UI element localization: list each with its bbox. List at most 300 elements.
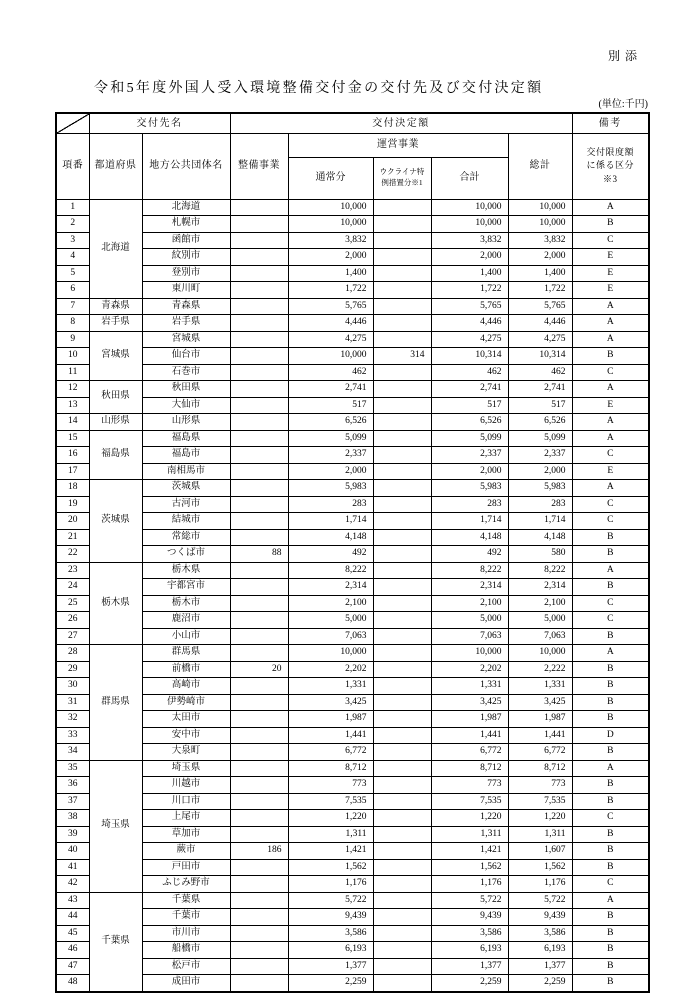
cell-ukraine-amount <box>373 645 431 662</box>
cell-subtotal: 5,983 <box>431 480 508 497</box>
cell-row-number: 36 <box>56 777 89 794</box>
cell-improvement-amount <box>230 480 288 497</box>
cell-classification: B <box>572 925 649 942</box>
cell-grand-total: 10,000 <box>508 216 572 233</box>
cell-subtotal: 4,148 <box>431 529 508 546</box>
cell-normal-amount: 2,202 <box>288 661 373 678</box>
cell-normal-amount: 1,562 <box>288 859 373 876</box>
cell-subtotal: 1,421 <box>431 843 508 860</box>
table-row <box>56 562 649 579</box>
cell-normal-amount: 517 <box>288 397 373 414</box>
cell-classification: E <box>572 249 649 266</box>
cell-municipality: 市川市 <box>142 925 230 942</box>
cell-improvement-amount <box>230 265 288 282</box>
cell-row-number: 22 <box>56 546 89 563</box>
cell-row-number: 28 <box>56 645 89 662</box>
cell-municipality: 前橋市 <box>142 661 230 678</box>
cell-ukraine-amount <box>373 232 431 249</box>
cell-classification: B <box>572 942 649 959</box>
cell-classification: B <box>572 859 649 876</box>
cell-ukraine-amount <box>373 381 431 398</box>
table-row <box>56 661 649 678</box>
grant-table <box>55 112 650 993</box>
cell-municipality: 石巻市 <box>142 364 230 381</box>
cell-subtotal: 6,772 <box>431 744 508 761</box>
cell-normal-amount: 6,193 <box>288 942 373 959</box>
cell-improvement-amount <box>230 430 288 447</box>
cell-ukraine-amount <box>373 496 431 513</box>
cell-ukraine-amount <box>373 265 431 282</box>
cell-municipality: 宮城県 <box>142 331 230 348</box>
cell-grand-total: 2,000 <box>508 249 572 266</box>
cell-ukraine-amount <box>373 892 431 909</box>
cell-grand-total: 517 <box>508 397 572 414</box>
table-row <box>56 942 649 959</box>
cell-prefecture: 千葉県 <box>89 892 142 992</box>
cell-classification: C <box>572 595 649 612</box>
cell-normal-amount: 5,000 <box>288 612 373 629</box>
cell-ukraine-amount <box>373 216 431 233</box>
cell-classification: A <box>572 562 649 579</box>
cell-improvement-amount <box>230 760 288 777</box>
cell-row-number: 23 <box>56 562 89 579</box>
cell-subtotal: 1,377 <box>431 958 508 975</box>
cell-normal-amount: 10,000 <box>288 645 373 662</box>
cell-grand-total: 10,000 <box>508 645 572 662</box>
cell-row-number: 24 <box>56 579 89 596</box>
cell-municipality: 上尾市 <box>142 810 230 827</box>
cell-grand-total: 1,714 <box>508 513 572 530</box>
cell-normal-amount: 492 <box>288 546 373 563</box>
cell-classification: C <box>572 876 649 893</box>
table-row <box>56 760 649 777</box>
cell-improvement-amount <box>230 298 288 315</box>
cell-subtotal: 10,000 <box>431 645 508 662</box>
cell-classification: A <box>572 298 649 315</box>
cell-improvement-amount <box>230 249 288 266</box>
cell-row-number: 25 <box>56 595 89 612</box>
cell-municipality: 福島県 <box>142 430 230 447</box>
cell-classification: B <box>572 777 649 794</box>
cell-prefecture: 福島県 <box>89 430 142 480</box>
cell-improvement-amount <box>230 331 288 348</box>
cell-normal-amount: 1,331 <box>288 678 373 695</box>
cell-ukraine-amount <box>373 859 431 876</box>
cell-classification: B <box>572 793 649 810</box>
cell-improvement-amount <box>230 975 288 992</box>
cell-improvement-amount <box>230 711 288 728</box>
cell-municipality: 南相馬市 <box>142 463 230 480</box>
cell-normal-amount: 1,220 <box>288 810 373 827</box>
cell-improvement-amount <box>230 958 288 975</box>
cell-row-number: 12 <box>56 381 89 398</box>
cell-municipality: 千葉市 <box>142 909 230 926</box>
cell-ukraine-amount <box>373 414 431 431</box>
header-subtotal: 合計 <box>431 157 508 199</box>
cell-municipality: ふじみ野市 <box>142 876 230 893</box>
table-row <box>56 348 649 365</box>
cell-ukraine-amount <box>373 826 431 843</box>
cell-normal-amount: 2,337 <box>288 447 373 464</box>
cell-ukraine-amount <box>373 480 431 497</box>
cell-improvement-amount <box>230 892 288 909</box>
cell-municipality: 札幌市 <box>142 216 230 233</box>
table-row <box>56 777 649 794</box>
cell-grand-total: 1,441 <box>508 727 572 744</box>
cell-municipality: 山形県 <box>142 414 230 431</box>
cell-grand-total: 1,400 <box>508 265 572 282</box>
cell-ukraine-amount <box>373 810 431 827</box>
cell-prefecture: 宮城県 <box>89 331 142 381</box>
cell-municipality: 川越市 <box>142 777 230 794</box>
cell-improvement-amount <box>230 694 288 711</box>
cell-classification: B <box>572 744 649 761</box>
cell-ukraine-amount <box>373 942 431 959</box>
cell-normal-amount: 4,148 <box>288 529 373 546</box>
cell-classification: B <box>572 711 649 728</box>
cell-improvement-amount <box>230 348 288 365</box>
cell-subtotal: 1,220 <box>431 810 508 827</box>
table-row <box>56 232 649 249</box>
header-ukraine-special: ウクライナ特例措置分※1 <box>373 157 431 199</box>
cell-municipality: 川口市 <box>142 793 230 810</box>
cell-row-number: 20 <box>56 513 89 530</box>
cell-municipality: 栃木市 <box>142 595 230 612</box>
cell-normal-amount: 5,722 <box>288 892 373 909</box>
cell-normal-amount: 2,100 <box>288 595 373 612</box>
cell-grand-total: 2,000 <box>508 463 572 480</box>
table-row <box>56 447 649 464</box>
cell-subtotal: 2,202 <box>431 661 508 678</box>
cell-municipality: 紋別市 <box>142 249 230 266</box>
cell-municipality: 茨城県 <box>142 480 230 497</box>
cell-ukraine-amount <box>373 513 431 530</box>
cell-municipality: 東川町 <box>142 282 230 299</box>
cell-ukraine-amount <box>373 925 431 942</box>
cell-grand-total: 5,099 <box>508 430 572 447</box>
cell-municipality: 青森県 <box>142 298 230 315</box>
cell-row-number: 31 <box>56 694 89 711</box>
cell-ukraine-amount <box>373 694 431 711</box>
cell-classification: A <box>572 414 649 431</box>
cell-subtotal: 4,275 <box>431 331 508 348</box>
cell-municipality: 登別市 <box>142 265 230 282</box>
cell-prefecture: 栃木県 <box>89 562 142 645</box>
cell-classification: A <box>572 331 649 348</box>
table-row <box>56 463 649 480</box>
cell-improvement-amount <box>230 381 288 398</box>
cell-subtotal: 2,100 <box>431 595 508 612</box>
table-row <box>56 859 649 876</box>
cell-classification: B <box>572 661 649 678</box>
table-row <box>56 909 649 926</box>
cell-grand-total: 8,222 <box>508 562 572 579</box>
cell-municipality: つくば市 <box>142 546 230 563</box>
cell-classification: A <box>572 315 649 332</box>
cell-improvement-amount <box>230 282 288 299</box>
cell-improvement-amount <box>230 315 288 332</box>
cell-normal-amount: 1,441 <box>288 727 373 744</box>
cell-row-number: 41 <box>56 859 89 876</box>
cell-normal-amount: 2,741 <box>288 381 373 398</box>
cell-grand-total: 5,983 <box>508 480 572 497</box>
cell-subtotal: 5,000 <box>431 612 508 629</box>
cell-municipality: 草加市 <box>142 826 230 843</box>
cell-subtotal: 5,722 <box>431 892 508 909</box>
cell-normal-amount: 1,176 <box>288 876 373 893</box>
cell-classification: C <box>572 810 649 827</box>
cell-ukraine-amount <box>373 298 431 315</box>
cell-municipality: 北海道 <box>142 199 230 216</box>
cell-municipality: 埼玉県 <box>142 760 230 777</box>
cell-ukraine-amount <box>373 397 431 414</box>
cell-subtotal: 3,586 <box>431 925 508 942</box>
cell-classification: B <box>572 843 649 860</box>
table-row <box>56 711 649 728</box>
table-row <box>56 579 649 596</box>
cell-municipality: 結城市 <box>142 513 230 530</box>
header-remarks: 備考 <box>572 113 649 133</box>
cell-classification: E <box>572 397 649 414</box>
cell-subtotal: 10,314 <box>431 348 508 365</box>
cell-grand-total: 3,425 <box>508 694 572 711</box>
cell-grand-total: 1,176 <box>508 876 572 893</box>
cell-improvement-amount <box>230 595 288 612</box>
cell-classification: C <box>572 612 649 629</box>
cell-row-number: 14 <box>56 414 89 431</box>
cell-normal-amount: 1,987 <box>288 711 373 728</box>
cell-ukraine-amount <box>373 793 431 810</box>
cell-prefecture: 青森県 <box>89 298 142 315</box>
cell-normal-amount: 2,000 <box>288 249 373 266</box>
cell-prefecture: 群馬県 <box>89 645 142 761</box>
cell-municipality: 函館市 <box>142 232 230 249</box>
cell-normal-amount: 462 <box>288 364 373 381</box>
cell-row-number: 3 <box>56 232 89 249</box>
table-row <box>56 892 649 909</box>
cell-improvement-amount <box>230 612 288 629</box>
cell-subtotal: 1,311 <box>431 826 508 843</box>
cell-municipality: 伊勢崎市 <box>142 694 230 711</box>
attachment-label: 別添 <box>607 49 642 63</box>
table-row <box>56 480 649 497</box>
cell-subtotal: 2,000 <box>431 249 508 266</box>
cell-row-number: 16 <box>56 447 89 464</box>
cell-subtotal: 1,331 <box>431 678 508 695</box>
cell-row-number: 43 <box>56 892 89 909</box>
cell-row-number: 38 <box>56 810 89 827</box>
cell-grand-total: 5,765 <box>508 298 572 315</box>
cell-classification: B <box>572 958 649 975</box>
cell-municipality: 戸田市 <box>142 859 230 876</box>
cell-subtotal: 773 <box>431 777 508 794</box>
cell-grand-total: 1,311 <box>508 826 572 843</box>
cell-subtotal: 10,000 <box>431 199 508 216</box>
cell-ukraine-amount <box>373 777 431 794</box>
cell-normal-amount: 3,832 <box>288 232 373 249</box>
table-row <box>56 826 649 843</box>
cell-subtotal: 1,176 <box>431 876 508 893</box>
table-row <box>56 546 649 563</box>
cell-ukraine-amount: 314 <box>373 348 431 365</box>
cell-ukraine-amount <box>373 529 431 546</box>
table-row <box>56 298 649 315</box>
cell-classification: A <box>572 381 649 398</box>
cell-normal-amount: 8,222 <box>288 562 373 579</box>
cell-subtotal: 2,741 <box>431 381 508 398</box>
cell-normal-amount: 2,314 <box>288 579 373 596</box>
header-limit-classification: 交付限度額に係る区分※3 <box>572 133 649 199</box>
cell-normal-amount: 1,400 <box>288 265 373 282</box>
cell-ukraine-amount <box>373 711 431 728</box>
cell-classification: A <box>572 892 649 909</box>
cell-classification: E <box>572 265 649 282</box>
cell-ukraine-amount <box>373 562 431 579</box>
cell-row-number: 11 <box>56 364 89 381</box>
cell-row-number: 32 <box>56 711 89 728</box>
header-row-number: 項番 <box>56 133 89 199</box>
cell-improvement-amount: 20 <box>230 661 288 678</box>
table-row <box>56 958 649 975</box>
table-row <box>56 216 649 233</box>
cell-improvement-amount <box>230 232 288 249</box>
cell-municipality: 岩手県 <box>142 315 230 332</box>
cell-row-number: 48 <box>56 975 89 992</box>
cell-subtotal: 1,400 <box>431 265 508 282</box>
cell-prefecture: 北海道 <box>89 199 142 298</box>
cell-municipality: 大泉町 <box>142 744 230 761</box>
cell-ukraine-amount <box>373 430 431 447</box>
cell-classification: B <box>572 826 649 843</box>
cell-municipality: 常総市 <box>142 529 230 546</box>
cell-normal-amount: 3,586 <box>288 925 373 942</box>
cell-row-number: 44 <box>56 909 89 926</box>
cell-subtotal: 492 <box>431 546 508 563</box>
cell-normal-amount: 283 <box>288 496 373 513</box>
cell-grand-total: 2,741 <box>508 381 572 398</box>
cell-improvement-amount <box>230 579 288 596</box>
cell-subtotal: 517 <box>431 397 508 414</box>
cell-row-number: 17 <box>56 463 89 480</box>
cell-normal-amount: 1,311 <box>288 826 373 843</box>
cell-row-number: 33 <box>56 727 89 744</box>
cell-improvement-amount <box>230 793 288 810</box>
cell-normal-amount: 4,275 <box>288 331 373 348</box>
cell-normal-amount: 2,000 <box>288 463 373 480</box>
cell-normal-amount: 6,772 <box>288 744 373 761</box>
cell-grand-total: 2,100 <box>508 595 572 612</box>
cell-grand-total: 8,712 <box>508 760 572 777</box>
cell-normal-amount: 7,063 <box>288 628 373 645</box>
cell-classification: B <box>572 579 649 596</box>
cell-improvement-amount <box>230 414 288 431</box>
cell-row-number: 21 <box>56 529 89 546</box>
cell-ukraine-amount <box>373 612 431 629</box>
cell-municipality: 高崎市 <box>142 678 230 695</box>
cell-classification: C <box>572 513 649 530</box>
cell-row-number: 5 <box>56 265 89 282</box>
cell-improvement-amount <box>230 810 288 827</box>
cell-subtotal: 3,832 <box>431 232 508 249</box>
cell-improvement-amount <box>230 562 288 579</box>
cell-grand-total: 5,000 <box>508 612 572 629</box>
table-row <box>56 529 649 546</box>
cell-municipality: 福島市 <box>142 447 230 464</box>
cell-subtotal: 3,425 <box>431 694 508 711</box>
cell-subtotal: 6,526 <box>431 414 508 431</box>
cell-grand-total: 283 <box>508 496 572 513</box>
cell-subtotal: 462 <box>431 364 508 381</box>
cell-normal-amount: 4,446 <box>288 315 373 332</box>
cell-classification: B <box>572 909 649 926</box>
cell-row-number: 1 <box>56 199 89 216</box>
cell-grand-total: 10,314 <box>508 348 572 365</box>
cell-ukraine-amount <box>373 282 431 299</box>
cell-grand-total: 7,063 <box>508 628 572 645</box>
cell-grand-total: 773 <box>508 777 572 794</box>
cell-classification: B <box>572 529 649 546</box>
cell-subtotal: 8,222 <box>431 562 508 579</box>
cell-improvement-amount <box>230 925 288 942</box>
cell-municipality: 大仙市 <box>142 397 230 414</box>
cell-grand-total: 462 <box>508 364 572 381</box>
cell-municipality: 宇都宮市 <box>142 579 230 596</box>
cell-grand-total: 1,562 <box>508 859 572 876</box>
cell-municipality: 太田市 <box>142 711 230 728</box>
cell-ukraine-amount <box>373 463 431 480</box>
cell-prefecture: 埼玉県 <box>89 760 142 892</box>
table-row <box>56 414 649 431</box>
table-body <box>56 199 649 992</box>
cell-normal-amount: 8,712 <box>288 760 373 777</box>
cell-normal-amount: 2,259 <box>288 975 373 992</box>
cell-ukraine-amount <box>373 546 431 563</box>
cell-improvement-amount: 186 <box>230 843 288 860</box>
header-grant-decision-amount: 交付決定額 <box>230 113 572 133</box>
cell-row-number: 9 <box>56 331 89 348</box>
cell-row-number: 10 <box>56 348 89 365</box>
cell-row-number: 2 <box>56 216 89 233</box>
cell-grand-total: 5,722 <box>508 892 572 909</box>
cell-improvement-amount <box>230 826 288 843</box>
cell-ukraine-amount <box>373 661 431 678</box>
cell-grand-total: 2,337 <box>508 447 572 464</box>
cell-row-number: 35 <box>56 760 89 777</box>
cell-grand-total: 9,439 <box>508 909 572 926</box>
cell-row-number: 34 <box>56 744 89 761</box>
table-row <box>56 975 649 992</box>
cell-municipality: 船橋市 <box>142 942 230 959</box>
cell-improvement-amount: 88 <box>230 546 288 563</box>
cell-improvement-amount <box>230 645 288 662</box>
cell-subtotal: 1,562 <box>431 859 508 876</box>
table-row <box>56 199 649 216</box>
table-row <box>56 397 649 414</box>
cell-classification: A <box>572 645 649 662</box>
cell-ukraine-amount <box>373 315 431 332</box>
cell-ukraine-amount <box>373 249 431 266</box>
cell-row-number: 7 <box>56 298 89 315</box>
cell-classification: C <box>572 364 649 381</box>
cell-subtotal: 1,722 <box>431 282 508 299</box>
cell-grand-total: 4,148 <box>508 529 572 546</box>
cell-row-number: 46 <box>56 942 89 959</box>
cell-ukraine-amount <box>373 876 431 893</box>
cell-municipality: 古河市 <box>142 496 230 513</box>
cell-municipality: 蕨市 <box>142 843 230 860</box>
table-row <box>56 694 649 711</box>
cell-grand-total: 6,193 <box>508 942 572 959</box>
